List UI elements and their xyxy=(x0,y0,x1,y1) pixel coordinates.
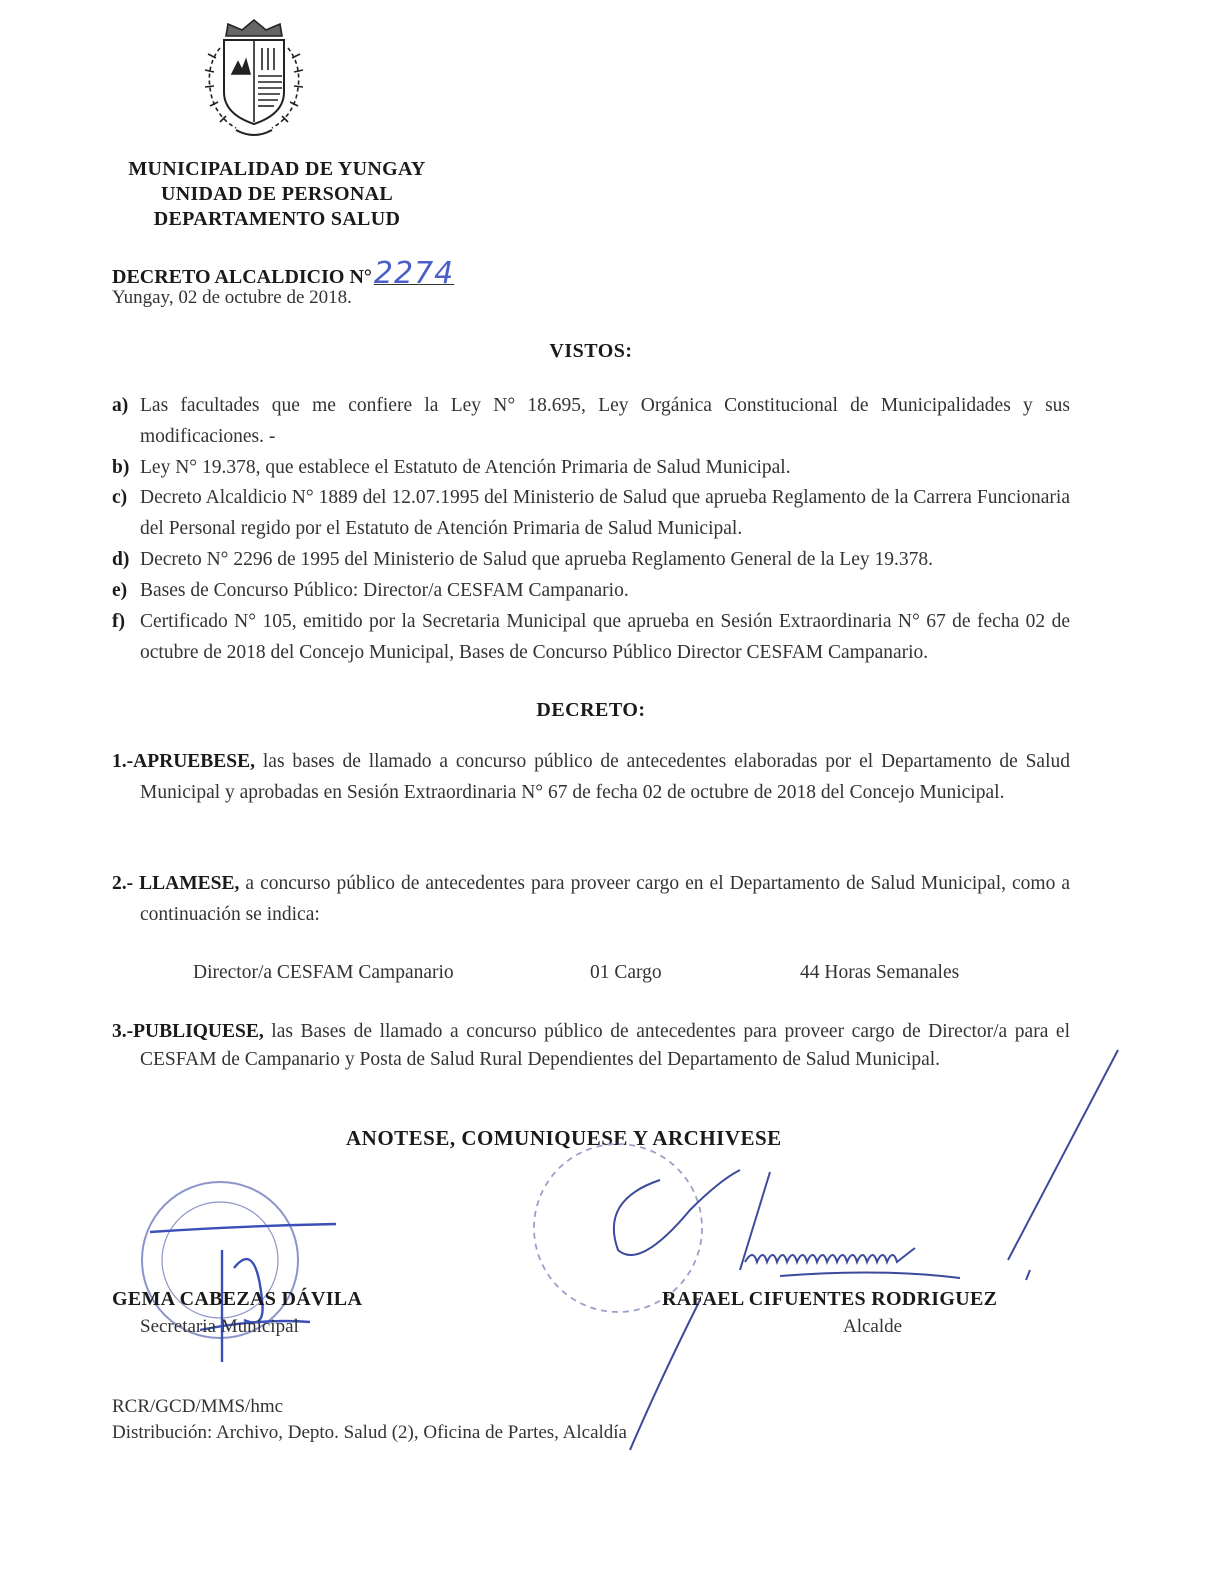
right-stamp-icon xyxy=(534,1144,702,1312)
article-keyword: 3.-PUBLIQUESE, xyxy=(112,1021,264,1042)
cargo-quantity: 01 Cargo xyxy=(590,962,662,983)
article-keyword: 1.-APRUEBESE, xyxy=(112,751,256,772)
header-municipality: MUNICIPALIDAD DE YUNGAY xyxy=(128,158,426,180)
decree-date: Yungay, 02 de octubre de 2018. xyxy=(112,287,352,308)
article-3 xyxy=(112,1018,1070,1074)
item-text: Ley N° 19.378, que establece el Estatuto de Atención Primaria de Salud Municipal. xyxy=(140,457,791,478)
item-text: Bases de Concurso Público: Director/a CESFAM Campanario. xyxy=(140,580,629,601)
decreto-title: DECRETO: xyxy=(536,699,646,721)
municipal-crest-icon xyxy=(196,18,312,142)
vistos-item xyxy=(112,575,1070,606)
article-text: las bases de llamado a concurso público de antecedentes elaboradas por el Departamento de Salud Municipal y aprobadas en Sesión Extraordinaria N° 67 de fecha 02 de octubre de 2018 del Concejo Municipal. xyxy=(140,751,1070,803)
item-label: e) xyxy=(112,580,128,601)
item-label: c) xyxy=(112,487,128,508)
item-label: a) xyxy=(112,395,129,416)
vistos-item xyxy=(112,606,1070,668)
article-text: a concurso público de antecedentes para proveer cargo en el Departamento de Salud Municipal, como a continuación se indica: xyxy=(140,873,1070,925)
article-text: las Bases de llamado a concurso público de antecedentes para proveer cargo de Director/a para el CESFAM de Campanario y Posta de Salud Rural Dependientes del Departamento de Salud Municipal. xyxy=(140,1021,1070,1070)
item-text: Decreto N° 2296 de 1995 del Ministerio de Salud que aprueba Reglamento General de la Ley 19.378. xyxy=(140,549,933,570)
footer-distribution: Distribución: Archivo, Depto. Salud (2), Oficina de Partes, Alcaldía xyxy=(112,1422,627,1443)
closing-formula: ANOTESE, COMUNIQUESE Y ARCHIVESE xyxy=(346,1126,782,1150)
decree-label: DECRETO ALCALDICIO N° xyxy=(112,266,372,288)
item-text: Las facultades que me confiere la Ley N° 18.695, Ley Orgánica Constitucional de Municipalidades y sus modificaciones. - xyxy=(140,395,1070,447)
article-2 xyxy=(112,868,1070,930)
item-text: Certificado N° 105, emitido por la Secretaria Municipal que aprueba en Sesión Extraordinaria N° 67 de fecha 02 de octubre de 2018 del Concejo Municipal, Bases de Concurso Público Director CESFAM Campanario. xyxy=(140,611,1070,663)
vistos-item xyxy=(112,544,1070,575)
vistos-item xyxy=(112,452,1070,483)
left-signatory-name: GEMA CABEZAS DÁVILA xyxy=(112,1288,363,1310)
footer-initials: RCR/GCD/MMS/hmc xyxy=(112,1396,284,1417)
vistos-item xyxy=(112,482,1070,544)
handwritten-decree-number: 2274 xyxy=(373,256,455,291)
vistos-item xyxy=(112,390,1070,452)
left-stamp-icon xyxy=(142,1182,298,1338)
item-label: b) xyxy=(112,457,130,478)
article-1 xyxy=(112,746,1070,808)
header-unit: UNIDAD DE PERSONAL xyxy=(160,183,394,205)
item-text: Decreto Alcaldicio N° 1889 del 12.07.1995 del Ministerio de Salud que aprueba Reglamento de la Carrera Funcionaria del Personal regido por el Estatuto de Atención Primaria de Salud Municipal. xyxy=(140,487,1070,539)
decree-number xyxy=(112,256,454,291)
cargo-position: Director/a CESFAM Campanario xyxy=(193,962,454,983)
right-signatory-name: RAFAEL CIFUENTES RODRIGUEZ xyxy=(662,1288,998,1310)
vistos-title: VISTOS: xyxy=(549,340,633,362)
right-signatory-role: Alcalde xyxy=(843,1316,903,1337)
cargo-hours: 44 Horas Semanales xyxy=(800,962,960,983)
article-keyword: 2.- LLAMESE, xyxy=(112,873,240,894)
item-label: f) xyxy=(112,611,125,632)
right-signature-icon xyxy=(614,1050,1118,1450)
left-signatory-role: Secretaria Municipal xyxy=(140,1316,299,1337)
header-department: DEPARTAMENTO SALUD xyxy=(153,208,401,230)
item-label: d) xyxy=(112,549,130,570)
